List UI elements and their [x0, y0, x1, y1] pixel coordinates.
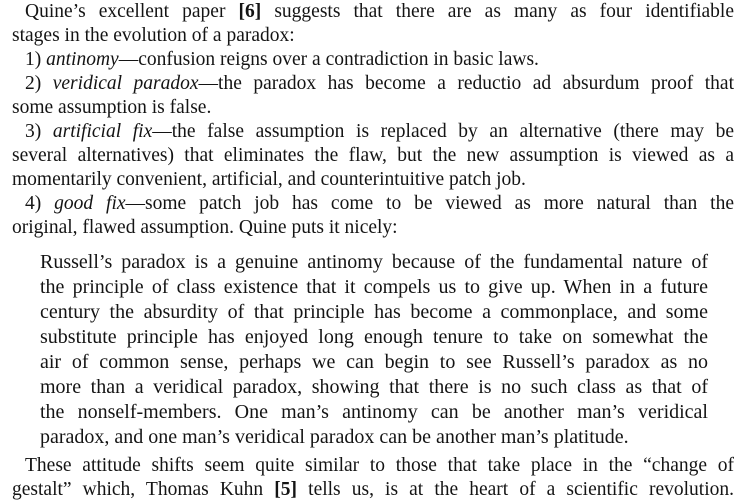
- stage-text: the paradox has become a reductio ad absurdum proof that: [218, 73, 735, 94]
- stage-2-line-2: some assumption is false.: [12, 97, 212, 118]
- stage-term: artificial fix: [52, 121, 153, 142]
- closing-line-2: [12, 478, 734, 502]
- em-dash: —: [152, 121, 172, 142]
- stage-text: the false assumption is replaced by an alternative (there may be: [171, 121, 735, 142]
- quote-line: Russell’s paradox is a genuine antinomy because of the fundamental nature of: [40, 251, 708, 273]
- quote-line: century the absurdity of that principle has become a commonplace, and some: [40, 301, 708, 323]
- em-dash: —: [118, 49, 139, 70]
- stage-term: antinomy: [46, 49, 119, 70]
- quote-line: more than a veridical paradox, showing that there is no such class as that of: [40, 376, 708, 398]
- stage-text: confusion reigns over a contradiction in basic laws.: [138, 49, 539, 70]
- intro-line-1: [12, 0, 734, 24]
- stage-number: 1): [25, 49, 42, 70]
- stage-3-line-2: several alternatives) that eliminates the flaw, but the new assumption is viewed as a: [12, 145, 734, 166]
- closing-text: gestalt” which, Thomas Kuhn: [12, 479, 275, 500]
- quote-line: the principle of class existence that it compels us to give up. When in a future: [40, 276, 708, 298]
- stage-text: some patch job has come to be viewed as more natural than the: [145, 193, 735, 214]
- stage-2-line-1: [12, 72, 734, 96]
- quote-line: air of common sense, perhaps we can begin to see Russell’s paradox as no: [40, 351, 708, 373]
- stage-3-line-3: momentarily convenient, artificial, and counterintuitive patch job.: [12, 169, 526, 190]
- stage-term: veridical paradox: [52, 73, 199, 94]
- stage-4-line-1: [12, 192, 734, 216]
- closing-line-1: These attitude shifts seem quite similar to those that take place in the “change of: [25, 455, 734, 476]
- stage-4-line-2: original, flawed assumption. Quine puts it nicely:: [12, 217, 398, 238]
- stage-3-line-1: [12, 120, 734, 144]
- em-dash: —: [125, 193, 146, 214]
- intro-text: Quine’s excellent paper: [25, 1, 239, 22]
- intro-text: suggests that there are as many as four identifiable: [261, 1, 734, 22]
- citation-ref: [6]: [238, 1, 262, 22]
- stage-number: 3): [25, 121, 42, 142]
- em-dash: —: [198, 73, 219, 94]
- citation-ref: [5]: [274, 479, 298, 500]
- stage-term: good fix: [54, 193, 126, 214]
- stage-number: 4): [25, 193, 42, 214]
- intro-line-2: stages in the evolution of a paradox:: [12, 25, 295, 46]
- quote-line: substitute principle has enjoyed long enough tenure to take on somewhat the: [40, 326, 708, 348]
- stage-1-line-1: [12, 48, 734, 72]
- closing-text: tells us, is at the heart of a scientific revolution.: [297, 479, 735, 500]
- quote-line: the nonself-members. One man’s antinomy can be another man’s veridical: [40, 401, 708, 423]
- quote-line: paradox, and one man’s veridical paradox can be another man’s platitude.: [40, 426, 629, 448]
- stage-number: 2): [25, 73, 42, 94]
